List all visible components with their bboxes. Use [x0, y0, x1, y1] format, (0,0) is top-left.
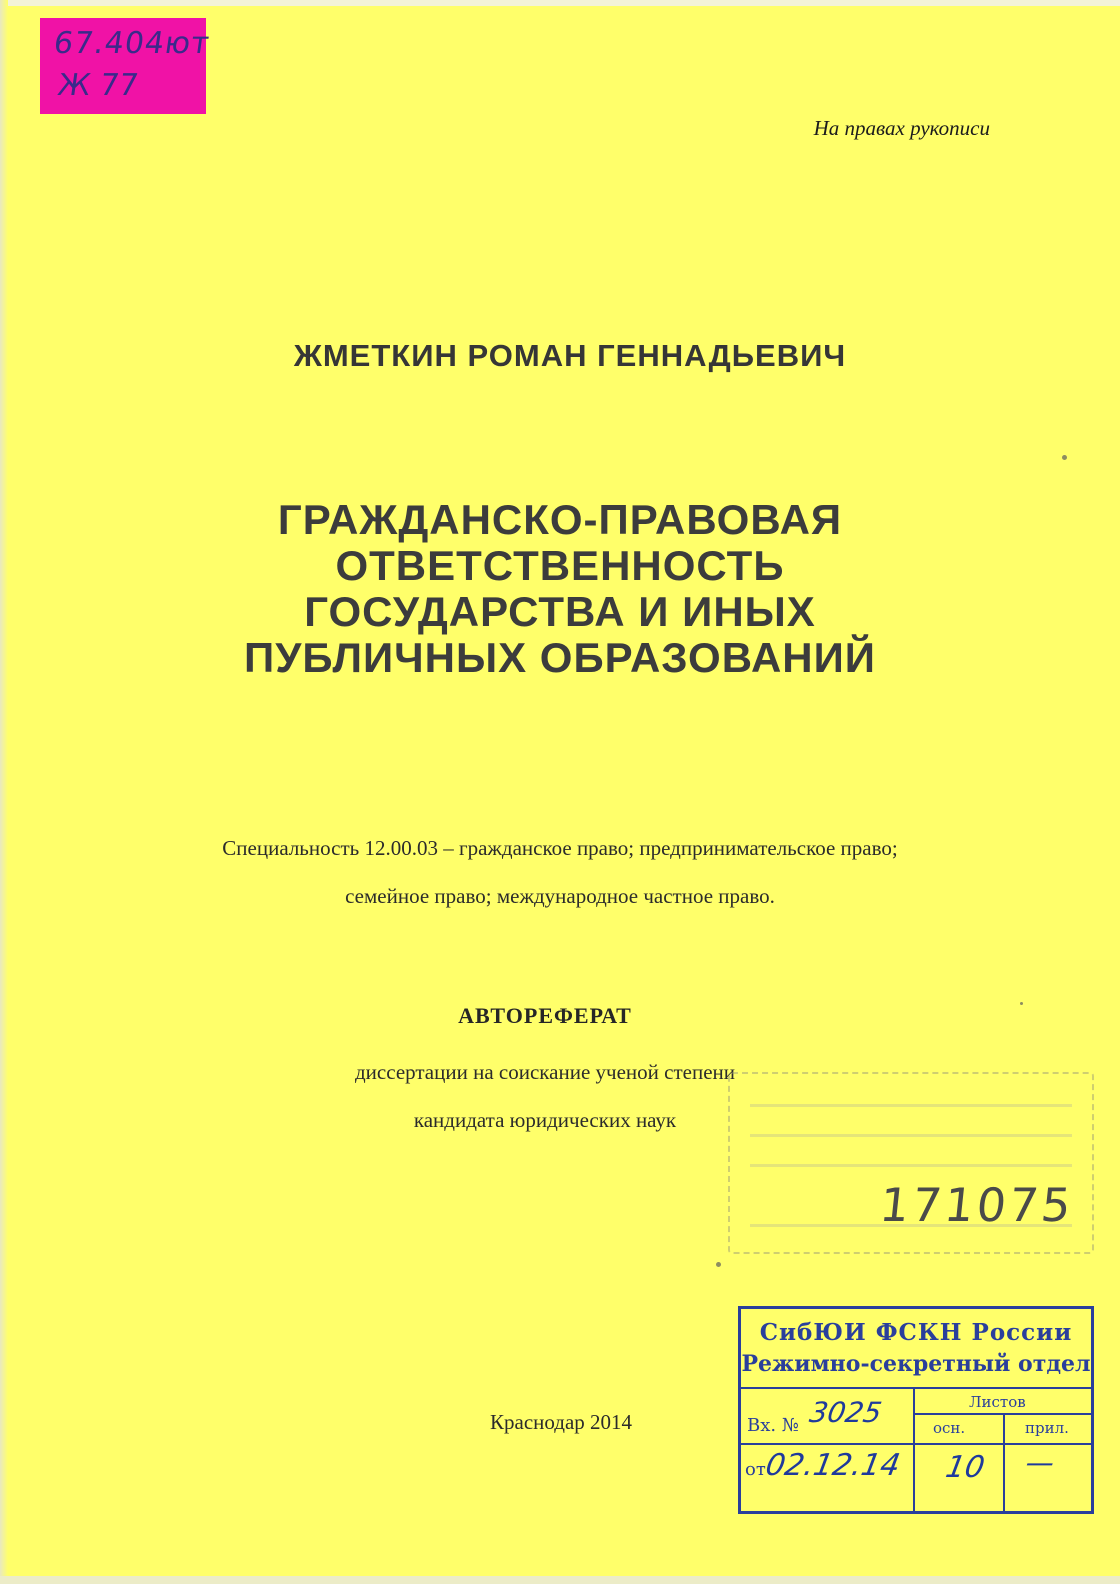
- faded-stamp-line: [750, 1134, 1072, 1137]
- library-code-line2: Ж 77: [55, 68, 141, 103]
- specialty-line: семейное право; международное частное право.: [345, 884, 775, 908]
- document-title: [0, 497, 1120, 681]
- title-line: ОТВЕТСТВЕННОСТЬ: [335, 542, 785, 589]
- stamp-divider: [741, 1387, 1091, 1389]
- stamp-divider: [1003, 1413, 1005, 1511]
- degree-line: кандидата юридических наук: [413, 1108, 677, 1132]
- incoming-date-handwritten: 02.12.14: [762, 1448, 903, 1483]
- paper-edge-left: [0, 0, 8, 1584]
- paper-speck: [1020, 1002, 1023, 1005]
- stamp-col-main: осн.: [933, 1419, 966, 1437]
- stamp-divider: [913, 1413, 1091, 1415]
- paper-edge-bottom: [0, 1576, 1120, 1584]
- degree-line: диссертации на соискание ученой степени: [355, 1060, 735, 1084]
- stamp-organization: СибЮИ ФСКН России: [759, 1319, 1073, 1346]
- stamp-col-appendix: прил.: [1025, 1419, 1069, 1437]
- stamp-incoming-label: Вх. №: [747, 1415, 799, 1436]
- stamp-sheets-header: Листов: [969, 1393, 1026, 1411]
- paper-speck: [716, 1262, 721, 1267]
- paper-speck: [1062, 455, 1067, 460]
- title-line: ГРАЖДАНСКО-ПРАВОВАЯ: [277, 496, 843, 543]
- author-name: ЖМЕТКИН РОМАН ГЕННАДЬЕВИЧ: [293, 338, 847, 373]
- paper-edge-top: [0, 0, 1120, 6]
- inventory-number: 171075: [877, 1178, 1077, 1232]
- faded-stamp-line: [750, 1164, 1072, 1167]
- city-year: Краснодар 2014: [490, 1410, 633, 1434]
- specialty-line: Специальность 12.00.03 – гражданское право; предпринимательское право;: [222, 836, 898, 860]
- main-sheets-handwritten: 10: [942, 1450, 988, 1485]
- stamp-divider: [741, 1443, 1091, 1445]
- appendix-sheets-handwritten: —: [1023, 1446, 1057, 1479]
- faded-stamp-line: [750, 1104, 1072, 1107]
- stamp-date-label: от: [745, 1459, 766, 1480]
- title-line: ПУБЛИЧНЫХ ОБРАЗОВАНИЙ: [244, 634, 876, 681]
- library-code-line1: 67.404ют: [51, 26, 213, 61]
- document-type: АВТОРЕФЕРАТ: [458, 1003, 632, 1028]
- manuscript-rights-note: На правах рукописи: [813, 116, 990, 140]
- stamp-divider: [913, 1387, 915, 1511]
- stamp-department: Режимно-секретный отдел: [741, 1351, 1091, 1377]
- title-line: ГОСУДАРСТВА И ИНЫХ: [304, 588, 816, 635]
- specialty-text: [0, 824, 1120, 920]
- incoming-number-handwritten: 3025: [807, 1396, 885, 1429]
